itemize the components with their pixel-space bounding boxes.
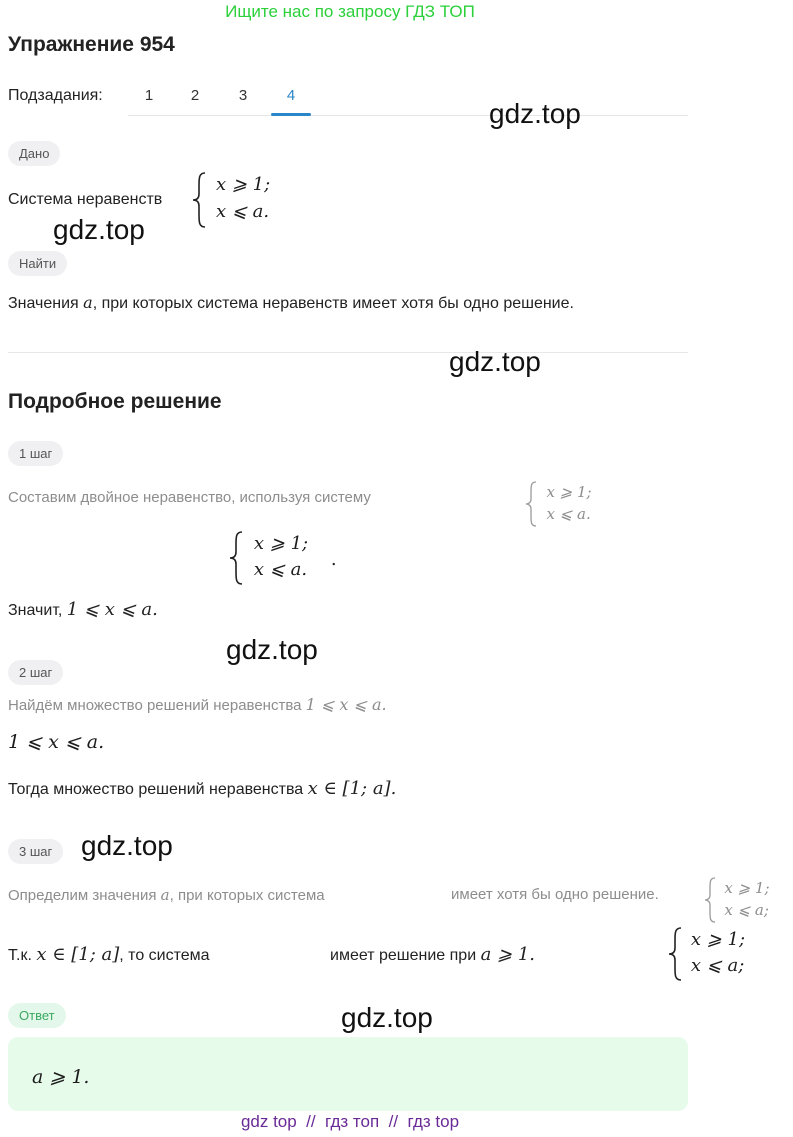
step-3-hint-system-line-1: x ⩾ 1; xyxy=(724,879,770,897)
step-3-hint-middle: , при которых система xyxy=(169,887,325,904)
step-1-result-math: 1 ⩽ x ⩽ a. xyxy=(66,599,158,620)
step-1-result xyxy=(8,599,158,620)
step-1-badge: 1 шаг xyxy=(8,441,63,466)
step-1-system-line-2: x ⩽ a. xyxy=(253,559,308,580)
step-1-hint: Составим двойное неравенство, используя систему xyxy=(8,489,371,506)
step-2-hint-math: 1 ⩽ x ⩽ a. xyxy=(305,695,387,714)
tab-subtask-1[interactable]: 1 xyxy=(144,87,154,104)
step-3-hint xyxy=(8,886,325,904)
step-3-line-result: a ⩾ 1. xyxy=(480,944,536,965)
brace-icon xyxy=(227,529,245,587)
step-3-system-line-1: x ⩾ 1; xyxy=(690,929,746,950)
answer-math: a ⩾ 1. xyxy=(32,1066,90,1088)
watermark-2: gdz.top xyxy=(53,214,145,245)
step-3-line-before: Т.к. xyxy=(8,947,32,964)
step-3-line-middle: , то система xyxy=(119,947,210,964)
step-3-system xyxy=(666,925,766,983)
tab-subtask-2[interactable]: 2 xyxy=(190,87,200,104)
step-1-hint-system-line-1: x ⩾ 1; xyxy=(546,483,592,501)
step-2-hint xyxy=(8,695,387,714)
step-2-result xyxy=(8,778,396,799)
tab-subtask-4[interactable]: 4 xyxy=(286,87,296,104)
step-1-system-suffix: . xyxy=(330,549,337,570)
answer-box xyxy=(8,1037,688,1111)
step-3-line xyxy=(8,944,210,965)
step-1-system-line-1: x ⩾ 1; xyxy=(253,533,309,554)
watermark-3: gdz.top xyxy=(449,346,541,377)
tabs-divider xyxy=(128,115,688,116)
find-text-after: , при которых система неравенств имеет хотя бы одно решение. xyxy=(92,295,574,312)
step-3-system-line-2: x ⩽ a; xyxy=(690,955,745,976)
subtasks-label: Подзадания: xyxy=(8,87,103,104)
given-text: Система неравенств xyxy=(8,191,163,208)
step-3-badge: 3 шаг xyxy=(8,839,63,864)
step-2-badge: 2 шаг xyxy=(8,660,63,685)
tab-subtask-3[interactable]: 3 xyxy=(238,87,248,104)
step-3-hint-system xyxy=(703,876,793,924)
brace-icon xyxy=(666,925,684,983)
active-tab-indicator xyxy=(271,113,311,116)
given-system-line-1: x ⩾ 1; xyxy=(216,174,271,195)
find-text-before: Значения xyxy=(8,295,84,312)
step-3-hint-var: a xyxy=(160,886,170,904)
promo-banner[interactable]: Ищите нас по запросу ГДЗ ТОП xyxy=(225,2,475,21)
answer-badge: Ответ xyxy=(8,1003,66,1028)
find-text xyxy=(8,293,574,313)
watermark-4: gdz.top xyxy=(226,634,318,665)
section-divider xyxy=(8,352,688,353)
step-1-hint-system xyxy=(524,480,624,528)
footer-links[interactable]: gdz top // гдз топ // гдз top xyxy=(240,1112,460,1131)
step-1-result-label: Значит, xyxy=(8,602,63,619)
step-3-hint-before: Определим значения xyxy=(8,887,157,904)
step-3-hint-system-line-2: x ⩽ a; xyxy=(724,901,769,919)
find-badge: Найти xyxy=(8,251,67,276)
page-title: Упражнение 954 xyxy=(8,33,175,56)
step-2-hint-text: Найдём множество решений неравенства xyxy=(8,697,302,714)
solution-title: Подробное решение xyxy=(8,390,222,413)
step-3-line-end xyxy=(330,944,535,965)
watermark-6: gdz.top xyxy=(341,1002,433,1033)
find-var: a xyxy=(83,293,93,312)
brace-icon xyxy=(524,480,538,528)
step-2-result-label: Тогда множество решений неравенства xyxy=(8,781,304,798)
brace-icon xyxy=(703,876,717,924)
step-2-math: 1 ⩽ x ⩽ a. xyxy=(8,731,105,753)
step-3-line-math: x ∈ [1; a] xyxy=(36,944,120,965)
step-2-result-math: x ∈ [1; a]. xyxy=(307,778,397,799)
watermark-1: gdz.top xyxy=(489,98,581,129)
watermark-5: gdz.top xyxy=(81,830,173,861)
step-3-hint-after: имеет хотя бы одно решение. xyxy=(451,886,659,903)
step-1-system xyxy=(227,529,347,587)
step-3-line-after: имеет решение при xyxy=(330,947,477,964)
step-1-hint-system-line-2: x ⩽ a. xyxy=(546,505,591,523)
given-badge: Дано xyxy=(8,141,60,166)
given-system-line-2: x ⩽ a. xyxy=(216,201,270,222)
given-system xyxy=(190,170,300,230)
brace-icon xyxy=(190,170,208,230)
